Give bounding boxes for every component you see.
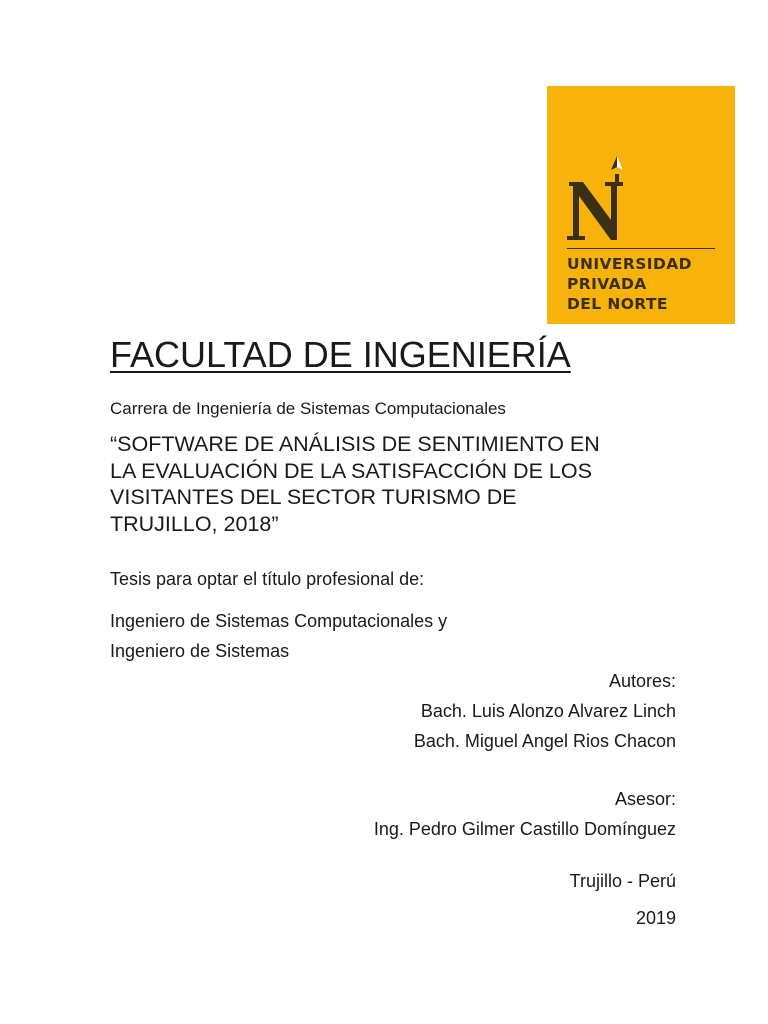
logo-wordmark: [567, 254, 727, 314]
logo-n-icon: [567, 156, 627, 246]
university-logo: [547, 86, 735, 324]
degree-line: Ingeniero de Sistemas Computacionales y: [110, 611, 448, 631]
degree-intro: Tesis para optar el título profesional de:: [110, 569, 425, 589]
faculty-heading: FACULTAD DE INGENIERÍA: [110, 334, 571, 375]
thesis-title-line: TRUJILLO, 2018”: [110, 511, 279, 536]
authors-label: Autores:: [608, 671, 676, 691]
career-name: Carrera de Ingeniería de Sistemas Computacionales: [110, 399, 506, 418]
logo-divider: [567, 248, 715, 249]
place: Trujillo - Perú: [569, 871, 676, 891]
author-name: Bach. Miguel Angel Rios Chacon: [413, 731, 676, 751]
logo-line: PRIVADA: [567, 275, 647, 293]
year: 2019: [635, 908, 676, 928]
thesis-title-line: “SOFTWARE DE ANÁLISIS DE SENTIMIENTO EN: [110, 432, 600, 456]
degree-line: Ingeniero de Sistemas: [110, 641, 290, 661]
author-name: Bach. Luis Alonzo Alvarez Linch: [420, 701, 676, 721]
logo-line: UNIVERSIDAD: [567, 255, 692, 273]
thesis-title-line: VISITANTES DEL SECTOR TURISMO DE: [110, 485, 517, 509]
advisor-name: Ing. Pedro Gilmer Castillo Domínguez: [373, 819, 676, 839]
thesis-title-line: LA EVALUACIÓN DE LA SATISFACCIÓN DE LOS: [110, 458, 592, 483]
logo-line: DEL NORTE: [567, 295, 668, 313]
thesis-title: [110, 431, 690, 537]
advisor-label: Asesor:: [614, 789, 676, 809]
